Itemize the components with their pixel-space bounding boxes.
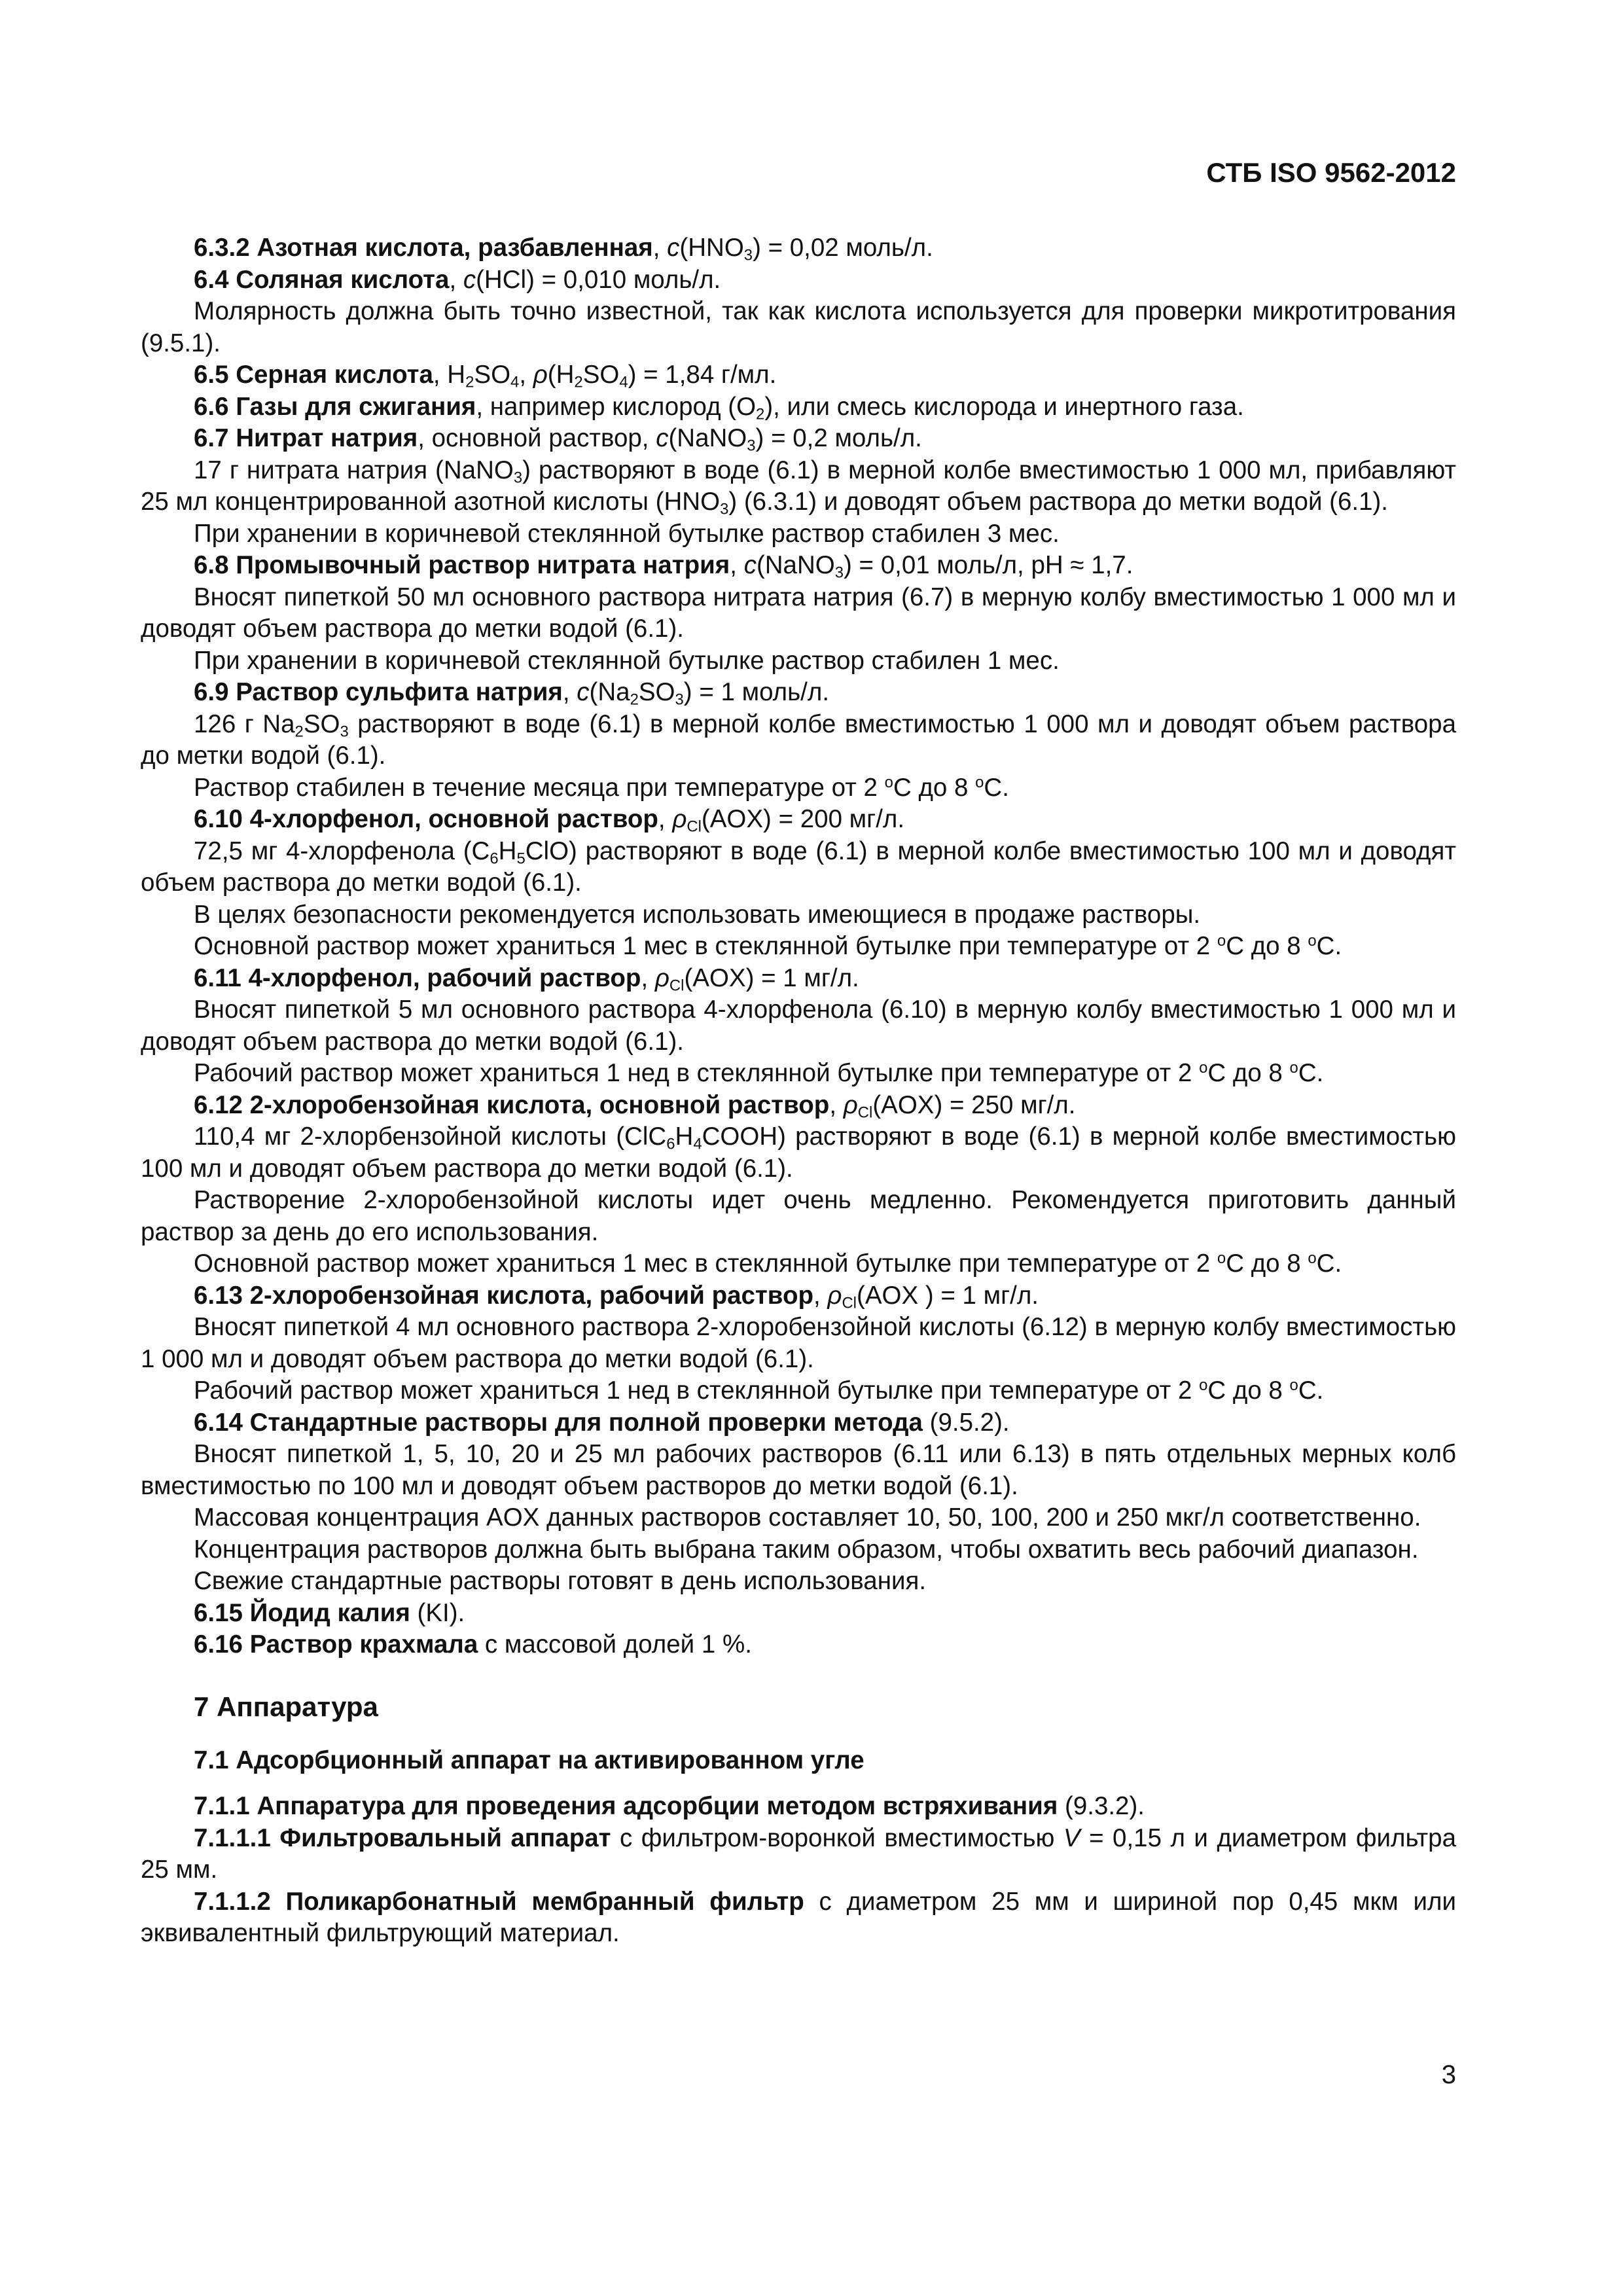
- para-7-1-1-1: 7.1.1.1 Фильтровальный аппарат с фильтром-воронкой вместимостью V = 0,15 л и диаметром фильтра 25 мм.: [141, 1823, 1456, 1884]
- page-body: [141, 232, 1456, 1950]
- clause-heading: 7.1.1.1 Фильтровальный аппарат: [194, 1823, 611, 1852]
- paragraph: Основной раствор может храниться 1 мес в стеклянной бутылке при температуре от 2 $^o$C до 8 $^o$C.: [194, 1249, 1342, 1278]
- paragraph: Раствор стабилен в течение месяца при температуре от 2 $^o$C до 8 $^o$C.: [194, 773, 1009, 802]
- para-6-4: 6.4 Соляная кислота, c(HCl) = 0,010 моль/л.: [194, 265, 721, 294]
- clause-heading: 6.14 Стандартные растворы для полной проверки метода: [194, 1408, 923, 1437]
- para-7-1-1: 7.1.1 Аппаратура для проведения адсорбции методом встряхивания (9.3.2).: [194, 1792, 1145, 1820]
- clause-heading: 7.1.1.2 Поликарбонатный мембранный фильтр: [194, 1887, 804, 1916]
- clause-heading: 6.6 Газы для сжигания: [194, 392, 476, 421]
- clause-heading: 6.12 2-хлоробензойная кислота, основной раствор: [194, 1090, 830, 1119]
- paragraph: Рабочий раствор может храниться 1 нед в стеклянной бутылке при температуре от 2 $^o$C до 8 $^o$C.: [194, 1376, 1324, 1405]
- paragraph: Свежие стандартные растворы готовят в день использования.: [194, 1567, 927, 1595]
- paragraph: Концентрация растворов должна быть выбрана таким образом, чтобы охватить весь рабочий диапазон.: [194, 1535, 1419, 1564]
- para-6-12: 6.12 2-хлоробензойная кислота, основной раствор, $\rho_{Cl}(AOX) = 250$ мг/л.: [194, 1090, 1076, 1122]
- page-number: 3: [1441, 2060, 1456, 2089]
- para-6-5: 6.5 Серная кислота, $H_2SO_4$, $\rho(H_2SO_4) = 1,84$ г/мл.: [194, 361, 777, 391]
- clause-heading: 6.9 Раствор сульфита натрия: [194, 678, 563, 706]
- paragraph: В целях безопасности рекомендуется использовать имеющиеся в продаже растворы.: [194, 900, 1201, 929]
- para-6-10: 6.10 4-хлорфенол, основной раствор, $\rho_{Cl}(AOX) = 200$ мг/л.: [194, 805, 905, 836]
- subsection-title: 7.1 Адсорбционный аппарат на активированном угле: [194, 1746, 865, 1774]
- clause-heading: 6.4 Соляная кислота: [194, 265, 450, 294]
- paragraph: Вносят пипеткой 1, 5, 10, 20 и 25 мл рабочих растворов (6.11 или 6.13) в пять отдельных мерных колб вместимостью по 100 мл и доводят объем растворов до метки водой (6.1).: [141, 1440, 1456, 1500]
- clause-heading: 6.16 Раствор крахмала: [194, 1630, 478, 1659]
- paragraph: Вносят пипеткой 5 мл основного раствора 4-хлорфенола (6.10) в мерную колбу вместимостью 1 000 мл и доводят объем раствора до метки водой (6.1).: [141, 996, 1456, 1056]
- para-6-7: 6.7 Нитрат натрия, основной раствор, c(NaNO$_3$) = 0,2 моль/л.: [194, 424, 922, 455]
- paragraph: Вносят пипеткой 4 мл основного раствора 2-хлоробензойной кислоты (6.12) в мерную колбу вместимостью 1 000 мл и доводят объем раствора до метки водой (6.1).: [141, 1313, 1456, 1373]
- paragraph: 110,4 мг 2-хлорбензойной кислоты $(ClC_6H_4COOH)$ растворяют в воде (6.1) в мерной колбе вместимостью 100 мл и доводят объем раствора до метки водой (6.1).: [141, 1122, 1456, 1183]
- paragraph: При хранении в коричневой стеклянной бутылке раствор стабилен 3 мес.: [194, 519, 1060, 548]
- para-6-14: 6.14 Стандартные растворы для полной проверки метода (9.5.2).: [194, 1408, 1010, 1437]
- clause-heading: 6.11 4-хлорфенол, рабочий раствор: [194, 963, 641, 992]
- clause-heading: 6.8 Промывочный раствор нитрата натрия: [194, 551, 730, 579]
- para-6-8: 6.8 Промывочный раствор нитрата натрия, c(NaNO$_3$) = 0,01 моль/л, pH ≈ 1,7.: [194, 551, 1133, 582]
- paragraph: Массовая концентрация AOX данных растворов составляет 10, 50, 100, 200 и 250 мкг/л соответственно.: [194, 1503, 1421, 1532]
- section-title: 7 Аппаратура: [194, 1691, 378, 1722]
- clause-heading: 6.5 Серная кислота: [194, 361, 433, 389]
- para-6-3-2: 6.3.2 Азотная кислота, разбавленная, $c(HNO_3) = 0,02$ моль/л.: [194, 234, 933, 264]
- paragraph: Молярность должна быть точно известной, так как кислота используется для проверки микротитрования (9.5.1).: [141, 297, 1456, 357]
- paragraph: Вносят пипеткой 50 мл основного раствора нитрата натрия (6.7) в мерную колбу вместимостью 1 000 мл и доводят объем раствора до метки водой (6.1).: [141, 583, 1456, 643]
- para-6-13: 6.13 2-хлоробензойная кислота, рабочий раствор, $\rho_{Cl}(AOX$ ) = 1 мг/л.: [194, 1281, 1039, 1312]
- paragraph: Растворение 2-хлоробензойной кислоты идет очень медленно. Рекомендуется приготовить данный раствор за день до его использования.: [141, 1186, 1456, 1246]
- paragraph: При хранении в коричневой стеклянной бутылке раствор стабилен 1 мес.: [194, 646, 1060, 675]
- clause-heading: 6.10 4-хлорфенол, основной раствор: [194, 805, 658, 833]
- clause-heading: 6.3.2 Азотная кислота, разбавленная: [194, 234, 653, 262]
- paragraph: 17 г нитрата натрия (NaNO$_3$) растворяют в воде (6.1) в мерной колбе вместимостью 1 000 мл, прибавляют 25 мл концентрированной азотной кислоты $(HNO_3)$ (6.3.1) и доводят объем раствора до метки водой (6.1).: [141, 456, 1456, 518]
- clause-heading: 6.7 Нитрат натрия: [194, 424, 418, 452]
- para-6-16: 6.16 Раствор крахмала с массовой долей 1 %.: [194, 1630, 752, 1659]
- clause-heading: 6.15 Йодид калия: [194, 1598, 410, 1627]
- clause-heading: 6.13 2-хлоробензойная кислота, рабочий раствор: [194, 1281, 813, 1310]
- para-7-1-1-2: 7.1.1.2 Поликарбонатный мембранный фильтр с диаметром 25 мм и шириной пор 0,45 мкм или эквивалентный фильтрующий материал.: [141, 1887, 1456, 1947]
- para-6-15: 6.15 Йодид калия (KI).: [194, 1598, 465, 1627]
- clause-heading: 7.1.1 Аппаратура для проведения адсорбции методом встряхивания: [194, 1792, 1058, 1820]
- para-6-9: 6.9 Раствор сульфита натрия, $c(Na_2SO_3) = 1$ моль/л.: [194, 678, 830, 709]
- paragraph: Рабочий раствор может храниться 1 нед в стеклянной бутылке при температуре от 2 $^o$C до 8 $^o$C.: [194, 1058, 1324, 1087]
- paragraph: Основной раствор может храниться 1 мес в стеклянной бутылке при температуре от 2 $^o$C до 8 $^o$C.: [194, 931, 1342, 960]
- document-id: СТБ ISO 9562-2012: [1206, 157, 1456, 188]
- paragraph: 72,5 мг 4-хлорфенола $(C_6H_5ClO)$ растворяют в воде (6.1) в мерной колбе вместимостью 100 мл и доводят объем раствора до метки водой (6.1).: [141, 836, 1456, 897]
- paragraph: 126 г $Na_2SO_3$ растворяют в воде (6.1) в мерной колбе вместимостью 1 000 мл и доводят объем раствора до метки водой (6.1).: [141, 709, 1456, 770]
- para-6-11: 6.11 4-хлорфенол, рабочий раствор, $\rho_{Cl}(AOX) = 1$ мг/л.: [194, 963, 859, 995]
- para-6-6: 6.6 Газы для сжигания, например кислород $(O_2)$, или смесь кислорода и инертного газа.: [194, 392, 1244, 423]
